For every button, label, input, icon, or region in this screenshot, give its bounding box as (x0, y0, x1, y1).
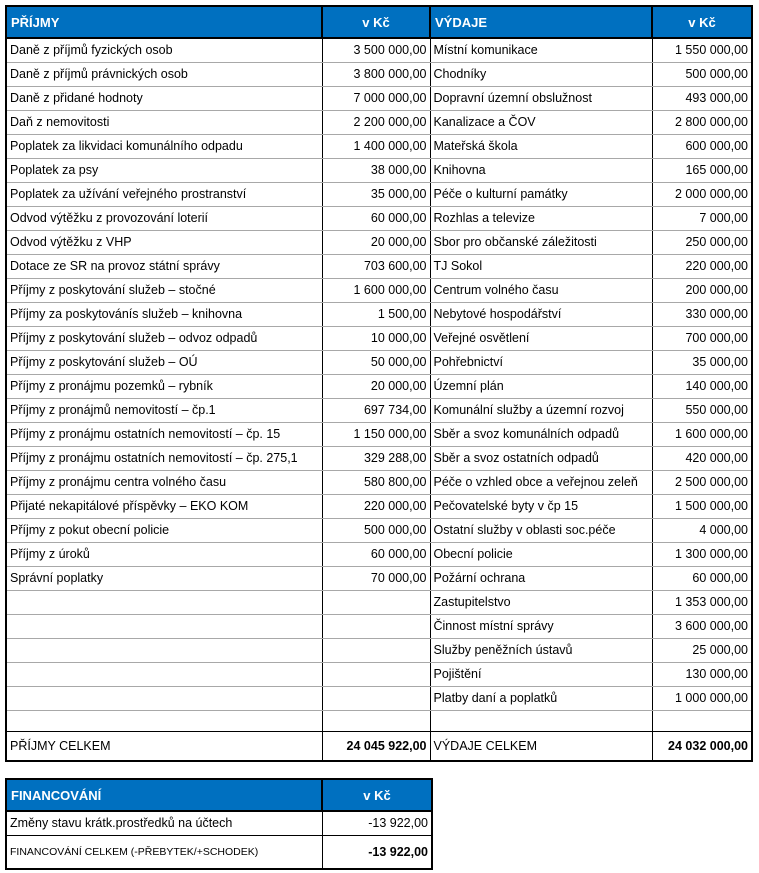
spacer-row (6, 711, 752, 732)
financing-header-row (6, 779, 432, 811)
budget-rows (6, 38, 752, 711)
table-row (6, 399, 752, 423)
income-value: 1 500,00 (322, 303, 430, 327)
income-label: Příjmy z pronájmu centra volného času (6, 471, 322, 495)
expense-label: Sběr a svoz ostatních odpadů (430, 447, 652, 471)
income-value: 38 000,00 (322, 159, 430, 183)
expense-label: Rozhlas a televize (430, 207, 652, 231)
expense-value: 140 000,00 (652, 375, 752, 399)
income-value: 3 800 000,00 (322, 63, 430, 87)
income-value: 1 400 000,00 (322, 135, 430, 159)
expense-label: Služby peněžních ústavů (430, 639, 652, 663)
expense-value: 2 500 000,00 (652, 471, 752, 495)
expense-label: Komunální služby a územní rozvoj (430, 399, 652, 423)
expense-label: Platby daní a poplatků (430, 687, 652, 711)
expense-value: 35 000,00 (652, 351, 752, 375)
income-label: Příjmy za poskytovánís služeb – knihovna (6, 303, 322, 327)
header-row (6, 6, 752, 38)
expense-value: 60 000,00 (652, 567, 752, 591)
table-row (6, 279, 752, 303)
expense-value: 7 000,00 (652, 207, 752, 231)
table-row (6, 231, 752, 255)
income-value (322, 639, 430, 663)
expense-value: 330 000,00 (652, 303, 752, 327)
income-label: Správní poplatky (6, 567, 322, 591)
expense-value: 550 000,00 (652, 399, 752, 423)
income-value: 220 000,00 (322, 495, 430, 519)
income-value (322, 663, 430, 687)
expense-label: Pečovatelské byty v čp 15 (430, 495, 652, 519)
table-row (6, 327, 752, 351)
income-label: Příjmy z poskytování služeb – odvoz odpadů (6, 327, 322, 351)
expense-label: Územní plán (430, 375, 652, 399)
expense-value: 420 000,00 (652, 447, 752, 471)
expense-value: 220 000,00 (652, 255, 752, 279)
income-label: Poplatek za likvidaci komunálního odpadu (6, 135, 322, 159)
table-row (6, 87, 752, 111)
income-label (6, 687, 322, 711)
income-value: 7 000 000,00 (322, 87, 430, 111)
income-label: Daně z přidané hodnoty (6, 87, 322, 111)
income-value: 697 734,00 (322, 399, 430, 423)
income-label: Příjmy z pronájmu pozemků – rybník (6, 375, 322, 399)
income-label: Daně z příjmů právnických osob (6, 63, 322, 87)
income-label (6, 639, 322, 663)
income-value: 10 000,00 (322, 327, 430, 351)
expense-value: 200 000,00 (652, 279, 752, 303)
expense-label: Požární ochrana (430, 567, 652, 591)
expense-label: Místní komunikace (430, 38, 652, 63)
table-row (6, 567, 752, 591)
table-row (6, 303, 752, 327)
financing-currency-header: v Kč (322, 779, 432, 811)
income-label (6, 615, 322, 639)
income-value (322, 591, 430, 615)
income-total-value: 24 045 922,00 (322, 732, 430, 762)
expense-label: Sběr a svoz komunálních odpadů (430, 423, 652, 447)
income-label: Příjmy z pronájmů nemovitostí – čp.1 (6, 399, 322, 423)
table-row (6, 447, 752, 471)
income-label: Příjmy z pronájmu ostatních nemovitostí – čp. 15 (6, 423, 322, 447)
income-value: 20 000,00 (322, 231, 430, 255)
table-row (6, 687, 752, 711)
income-label: Dotace ze SR na provoz státní správy (6, 255, 322, 279)
expense-label: Obecní policie (430, 543, 652, 567)
expense-value: 25 000,00 (652, 639, 752, 663)
expense-label: Centrum volného času (430, 279, 652, 303)
totals-row (6, 732, 752, 762)
income-value: 2 200 000,00 (322, 111, 430, 135)
income-value: 3 500 000,00 (322, 38, 430, 63)
expense-value: 1 300 000,00 (652, 543, 752, 567)
expense-value: 1 353 000,00 (652, 591, 752, 615)
expense-label: Nebytové hospodářství (430, 303, 652, 327)
income-value: 20 000,00 (322, 375, 430, 399)
income-header: PŘÍJMY (6, 6, 322, 38)
expenses-header: VÝDAJE (430, 6, 652, 38)
table-row (6, 495, 752, 519)
expense-label: Dopravní územní obslužnost (430, 87, 652, 111)
expense-value: 165 000,00 (652, 159, 752, 183)
financing-table (5, 778, 433, 870)
table-row (6, 543, 752, 567)
table-row (6, 351, 752, 375)
income-label: Příjmy z poskytování služeb – stočné (6, 279, 322, 303)
expense-label: Knihovna (430, 159, 652, 183)
expense-value: 1 600 000,00 (652, 423, 752, 447)
financing-total-value: -13 922,00 (322, 836, 432, 870)
table-row (6, 663, 752, 687)
income-label: Daň z nemovitosti (6, 111, 322, 135)
expense-label: Péče o vzhled obce a veřejnou zeleň (430, 471, 652, 495)
expense-value: 700 000,00 (652, 327, 752, 351)
expense-value: 2 000 000,00 (652, 183, 752, 207)
budget-table (5, 5, 753, 762)
expense-label: TJ Sokol (430, 255, 652, 279)
table-row (6, 135, 752, 159)
table-row (6, 639, 752, 663)
expense-label: Pojištění (430, 663, 652, 687)
table-row (6, 38, 752, 63)
expense-value: 600 000,00 (652, 135, 752, 159)
expense-value: 1 000 000,00 (652, 687, 752, 711)
table-row (6, 519, 752, 543)
income-value: 70 000,00 (322, 567, 430, 591)
table-row (6, 111, 752, 135)
income-label: Odvod výtěžku z VHP (6, 231, 322, 255)
expenses-total-value: 24 032 000,00 (652, 732, 752, 762)
income-label (6, 663, 322, 687)
income-currency-header: v Kč (322, 6, 430, 38)
expense-label: Mateřská škola (430, 135, 652, 159)
income-value (322, 687, 430, 711)
income-label: Přijaté nekapitálové příspěvky – EKO KOM (6, 495, 322, 519)
expense-value: 3 600 000,00 (652, 615, 752, 639)
expense-value: 2 800 000,00 (652, 111, 752, 135)
expense-label: Činnost místní správy (430, 615, 652, 639)
expense-label: Sbor pro občanské záležitosti (430, 231, 652, 255)
income-value: 60 000,00 (322, 207, 430, 231)
income-value: 500 000,00 (322, 519, 430, 543)
financing-total-row (6, 836, 432, 870)
income-value: 60 000,00 (322, 543, 430, 567)
income-value: 1 600 000,00 (322, 279, 430, 303)
income-label: Příjmy z pokut obecní policie (6, 519, 322, 543)
table-row (6, 423, 752, 447)
income-label: Poplatek za psy (6, 159, 322, 183)
income-value: 1 150 000,00 (322, 423, 430, 447)
financing-row-label: Změny stavu krátk.prostředků na účtech (6, 811, 322, 836)
expense-label: Ostatní služby v oblasti soc.péče (430, 519, 652, 543)
table-row (6, 159, 752, 183)
income-label (6, 591, 322, 615)
table-row (6, 615, 752, 639)
expense-value: 493 000,00 (652, 87, 752, 111)
financing-row-value: -13 922,00 (322, 811, 432, 836)
income-label: Poplatek za užívání veřejného prostranství (6, 183, 322, 207)
expense-label: Pohřebnictví (430, 351, 652, 375)
expenses-total-label: VÝDAJE CELKEM (430, 732, 652, 762)
table-row (6, 63, 752, 87)
expense-label: Chodníky (430, 63, 652, 87)
table-row (6, 375, 752, 399)
expense-label: Kanalizace a ČOV (430, 111, 652, 135)
table-row (6, 207, 752, 231)
expense-label: Zastupitelstvo (430, 591, 652, 615)
table-row (6, 255, 752, 279)
expense-value: 4 000,00 (652, 519, 752, 543)
expense-value: 130 000,00 (652, 663, 752, 687)
expense-value: 250 000,00 (652, 231, 752, 255)
financing-row (6, 811, 432, 836)
income-value: 50 000,00 (322, 351, 430, 375)
income-value: 329 288,00 (322, 447, 430, 471)
expense-value: 500 000,00 (652, 63, 752, 87)
income-value: 580 800,00 (322, 471, 430, 495)
income-label: Příjmy z pronájmu ostatních nemovitostí – čp. 275,1 (6, 447, 322, 471)
income-label: Příjmy z úroků (6, 543, 322, 567)
financing-header: FINANCOVÁNÍ (6, 779, 322, 811)
expense-label: Veřejné osvětlení (430, 327, 652, 351)
income-total-label: PŘÍJMY CELKEM (6, 732, 322, 762)
financing-total-label: FINANCOVÁNÍ CELKEM (-PŘEBYTEK/+SCHODEK) (6, 836, 322, 870)
income-label: Příjmy z poskytování služeb – OÚ (6, 351, 322, 375)
income-label: Odvod výtěžku z provozování loterií (6, 207, 322, 231)
income-value: 703 600,00 (322, 255, 430, 279)
income-label: Daně z příjmů fyzických osob (6, 38, 322, 63)
expense-label: Péče o kulturní památky (430, 183, 652, 207)
table-row (6, 591, 752, 615)
expense-value: 1 500 000,00 (652, 495, 752, 519)
table-row (6, 471, 752, 495)
expenses-currency-header: v Kč (652, 6, 752, 38)
income-value (322, 615, 430, 639)
expense-value: 1 550 000,00 (652, 38, 752, 63)
income-value: 35 000,00 (322, 183, 430, 207)
table-row (6, 183, 752, 207)
